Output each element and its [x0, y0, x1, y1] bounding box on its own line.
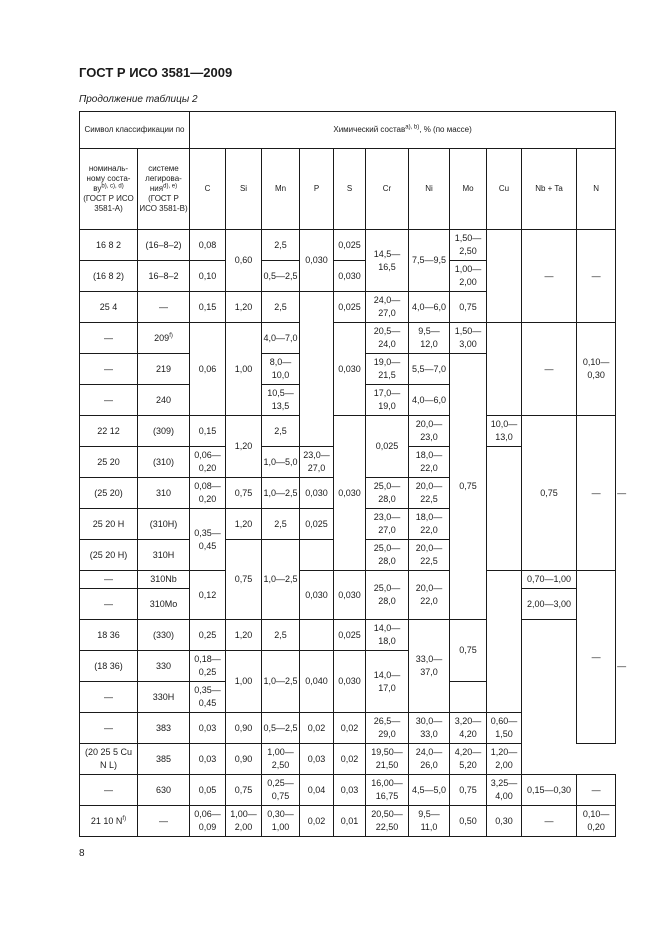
cell-ni: 20,0—22,0 — [409, 571, 450, 620]
cell-mo: 1,50—3,00 — [450, 323, 487, 354]
cell-c: 0,03 — [190, 713, 226, 744]
cell-c: 0,06 — [190, 323, 226, 416]
table-row — [80, 806, 616, 837]
table-row: — 310Mo 2,00—3,00 — — [80, 589, 616, 620]
cell-mn: 2,5 — [262, 292, 300, 323]
cell-c: 0,15 — [190, 416, 226, 447]
cell-alloy: (310H) — [138, 509, 190, 540]
cell-s: 0,01 — [334, 806, 366, 837]
cell-nominal: 22 12 — [80, 416, 138, 447]
cell-nominal: (25 20) — [80, 478, 138, 509]
cell-cu: 1,20—2,00 — [487, 744, 522, 775]
cell-nominal: — — [80, 354, 138, 385]
cell-alloy: — — [138, 292, 190, 323]
col-header-cr: Cr — [366, 149, 409, 230]
cell-ni: 4,5—5,0 — [409, 775, 450, 806]
cell-nominal: 21 10 $N^{f)}$ — [80, 806, 138, 837]
cell-cu: 0,75 — [522, 416, 577, 571]
cell-mn: 0,25—0,75 — [262, 775, 300, 806]
cell-c: 0,25 — [190, 620, 226, 651]
cell-alloy: 385 — [138, 744, 190, 775]
cell-nominal: — — [80, 571, 138, 589]
table-row — [80, 744, 616, 775]
cell-mn: 1,00—2,50 — [262, 744, 300, 775]
cell-mo: 0,75 — [450, 354, 487, 620]
cell-p: 0,040 — [300, 651, 334, 713]
cell-mn: 2,5 — [262, 416, 300, 447]
cell-mn: 4,0—7,0 — [262, 323, 300, 354]
cell-mo — [450, 682, 487, 713]
col-header-s: S — [334, 149, 366, 230]
cell-cr: 20,5—24,0 — [366, 323, 409, 354]
nominal-composition-header: номиналь-ному соста-$ву^{b), c), d)}$ (ГОСТ Р ИСО 3581-А) — [80, 149, 138, 230]
cell-p: 0,02 — [300, 806, 334, 837]
cell-mn: 1,0—2,5 — [262, 540, 300, 620]
cell-alloy: 330H — [138, 682, 190, 713]
cell-ni: 4,0—6,0 — [409, 385, 450, 416]
cell-si: 0,60 — [226, 230, 262, 292]
col-header-p: P — [300, 149, 334, 230]
cell-si: 1,20 — [226, 292, 262, 323]
cell-mn: 2,5 — [262, 230, 300, 261]
col-header-ni: Ni — [409, 149, 450, 230]
cell-mn: 2,5 — [262, 620, 300, 651]
cell-si: 0,90 — [226, 713, 262, 744]
cell-n: 0,10—0,30 — [577, 323, 616, 416]
cell-alloy: (309) — [138, 416, 190, 447]
cell-si: 1,20 — [226, 620, 262, 651]
cell-ni: 30,0—33,0 — [409, 713, 450, 744]
cell-nominal: 18 36 — [80, 620, 138, 651]
cell-nominal: 25 4 — [80, 292, 138, 323]
cell-p: 0,030 — [300, 230, 334, 292]
cell-alloy: 383 — [138, 713, 190, 744]
cell-ni: 18,0—22,0 — [409, 509, 450, 540]
table-caption: Продолжение таблицы 2 — [79, 94, 198, 105]
cell-nominal: (25 20 H) — [80, 540, 138, 571]
cell-nominal: 25 20 H — [80, 509, 138, 540]
col-header-mo: Mo — [450, 149, 487, 230]
cell-c: 0,15 — [190, 292, 226, 323]
cell-c: 0,12 — [190, 571, 226, 620]
cell-cr: 24,0—27,0 — [366, 292, 409, 323]
cell-c: 0,06—0,09 — [190, 806, 226, 837]
cell-p: 0,030 — [300, 571, 334, 620]
cell-mo: 3,20—4,20 — [450, 713, 487, 744]
cell-nominal: — — [80, 775, 138, 806]
col-header-c: C — [190, 149, 226, 230]
cell-s: 0,030 — [300, 478, 334, 509]
cell-si: 1,20 — [226, 509, 262, 540]
cell-mn: 1,0—2,5 — [262, 478, 300, 509]
cell-mn: 8,0—10,0 — [262, 354, 300, 385]
cell-alloy: 310Nb — [138, 571, 190, 589]
cell-mo: 0,50 — [450, 806, 487, 837]
cell-ni: 4,0—6,0 — [409, 292, 450, 323]
cell-cu: 3,25—4,00 — [487, 775, 522, 806]
cell-nbta: — — [522, 323, 577, 416]
cell-nominal: — — [80, 589, 138, 620]
chemical-composition-table — [79, 111, 627, 837]
cell-cr: 25,0—28,0 — [366, 540, 409, 571]
cell-alloy: 209$^{f)}$ — [138, 323, 190, 354]
cell-mo: 0,75 — [450, 620, 487, 682]
cell-n: 0,10—0,20 — [577, 806, 616, 837]
cell-nominal: (16 8 2) — [80, 261, 138, 292]
cell-alloy: (330) — [138, 620, 190, 651]
cell-alloy: 219 — [138, 354, 190, 385]
cell-mn: 0,5—2,5 — [262, 713, 300, 744]
cell-p — [300, 292, 334, 447]
cell-cu: 0,60—1,50 — [487, 713, 522, 744]
cell-ni: 5,5—7,0 — [409, 354, 450, 385]
cell-c: 0,05 — [190, 775, 226, 806]
cell-mn: 1,0—5,0 — [262, 447, 300, 478]
cell-c: 0,08 — [190, 230, 226, 261]
cell-n: — — [577, 571, 616, 744]
cell-mn: 0,5—2,5 — [262, 261, 300, 292]
cell-alloy: 330 — [138, 651, 190, 682]
cell-c: 0,08—0,20 — [190, 478, 226, 509]
cell-cu: 0,30 — [487, 806, 522, 837]
cell-alloy: 240 — [138, 385, 190, 416]
cell-cr: 20,50—22,50 — [366, 806, 409, 837]
cell-c: 0,06—0,20 — [190, 447, 226, 478]
classification-header: Символ классификации по — [80, 112, 190, 149]
cell-p — [300, 620, 334, 651]
col-header-n: N — [577, 149, 616, 230]
cell-alloy: 16–8–2 — [138, 261, 190, 292]
cell-si: 0,75 — [226, 540, 262, 620]
alloy-system-header: системе легирова-ния$^{d), e)}$ (ГОСТ Р ИСО 3581-B) — [138, 149, 190, 230]
col-header-cu: Cu — [487, 149, 522, 230]
cell-ni: 20,0—22,5 — [409, 478, 450, 509]
cell-cr: 14,0—18,0 — [366, 620, 409, 651]
cell-si: 1,00 — [226, 323, 262, 416]
cell-cr: 20,0—23,0 — [409, 416, 450, 447]
cell-cr: 26,5—29,0 — [366, 713, 409, 744]
cell-c: 0,35—0,45 — [190, 509, 226, 571]
cell-cr: 17,0—19,0 — [366, 385, 409, 416]
cell-s: 0,025 — [334, 620, 366, 651]
cell-alloy: 630 — [138, 775, 190, 806]
cell-alloy: (310) — [138, 447, 190, 478]
col-header-nbta: Nb + Ta — [522, 149, 577, 230]
cell-alloy: 310 — [138, 478, 190, 509]
cell-c: 0,03 — [190, 744, 226, 775]
col-header-si: Si — [226, 149, 262, 230]
page-number: 8 — [79, 848, 85, 859]
cell-p: 0,030 — [334, 416, 366, 571]
cell-s — [300, 540, 334, 571]
cell-alloy: (16–8–2) — [138, 230, 190, 261]
cell-cr: 23,0—27,0 — [366, 509, 409, 540]
cell-alloy: 310Mo — [138, 589, 190, 620]
cell-ni: 7,5—9,5 — [409, 230, 450, 292]
cell-c: 0,18—0,25 — [190, 651, 226, 682]
cell-c: 0,10 — [190, 261, 226, 292]
page-title: ГОСТ Р ИСО 3581—2009 — [79, 65, 233, 80]
table-row — [80, 620, 616, 651]
cell-nominal: — — [80, 323, 138, 354]
cell-cr: 14,0—17,0 — [366, 651, 409, 713]
cell-nbta: — — [522, 806, 577, 837]
cell-s: 0,030 — [334, 261, 366, 292]
cell-s: 0,02 — [334, 713, 366, 744]
cell-cu — [487, 230, 522, 323]
cell-si: 1,00 — [226, 651, 262, 713]
cell-nominal: — — [80, 713, 138, 744]
cell-n: — — [577, 230, 616, 323]
cell-alloy: 310H — [138, 540, 190, 571]
cell-s: 0,025 — [300, 509, 334, 540]
cell-cu — [487, 323, 522, 416]
cell-mn: 1,0—2,5 — [262, 651, 300, 713]
cell-ni: 9,5—12,0 — [409, 323, 450, 354]
cell-nominal: (20 25 5 Cu N L) — [80, 744, 138, 775]
cell-nbta: 0,15—0,30 — [522, 775, 577, 806]
cell-mo: 0,75 — [450, 775, 487, 806]
cell-cr: 23,0—27,0 — [300, 447, 334, 478]
table-row — [80, 651, 616, 682]
cell-alloy: — — [138, 806, 190, 837]
table-row — [80, 775, 616, 806]
cell-cu — [487, 571, 522, 713]
cell-ni: 10,0—13,0 — [487, 416, 522, 447]
cell-si: 1,00—2,00 — [226, 806, 262, 837]
cell-nominal: — — [80, 385, 138, 416]
cell-s: 0,030 — [334, 651, 366, 713]
cell-ni: 18,0—22,0 — [409, 447, 450, 478]
table-row — [80, 230, 616, 261]
cell-nominal: 16 8 2 — [80, 230, 138, 261]
cell-mo: 0,75 — [450, 292, 487, 323]
cell-mn: 2,5 — [262, 509, 300, 540]
cell-cr: 19,50—21,50 — [366, 744, 409, 775]
table-row: 22 12 (309) 0,15 1,20 2,5 0,030 0,025 20,0—23,0 10,0—13,0 0,75 — — — [80, 416, 616, 447]
cell-n: — — [577, 775, 616, 806]
cell-s: 0,02 — [334, 744, 366, 775]
cell-c: 0,35—0,45 — [190, 682, 226, 713]
cell-cr: 25,0—28,0 — [366, 478, 409, 509]
cell-si: 0,75 — [226, 775, 262, 806]
cell-nbta: 0,70—1,00 — [522, 571, 577, 589]
cell-mo: 1,00—2,00 — [450, 261, 487, 292]
cell-nominal: — — [80, 682, 138, 713]
table-row — [80, 571, 616, 589]
cell-s: 0,03 — [334, 775, 366, 806]
cell-nbta: — — [522, 230, 577, 323]
cell-s: 0,030 — [334, 323, 366, 416]
cell-cr: 25,0—28,0 — [366, 571, 409, 620]
cell-mo: 1,50—2,50 — [450, 230, 487, 261]
chem-composition-header: Химический состав$^{a), b)}$, % (по массе) — [190, 112, 616, 149]
cell-ni: 33,0—37,0 — [409, 620, 450, 713]
cell-p: 0,03 — [300, 744, 334, 775]
cell-si: 0,90 — [226, 744, 262, 775]
cell-ni: 20,0—22,5 — [409, 540, 450, 571]
cell-s: 0,025 — [334, 230, 366, 261]
cell-s: 0,025 — [366, 416, 409, 478]
cell-s: 0,025 — [334, 292, 366, 323]
cell-si: 0,75 — [226, 478, 262, 509]
col-header-mn: Mn — [262, 149, 300, 230]
cell-mo: 2,00—3,00 — [522, 589, 577, 620]
cell-p: 0,04 — [300, 775, 334, 806]
cell-cr: 16,00—16,75 — [366, 775, 409, 806]
cell-nbta: — — [577, 416, 616, 571]
cell-mn: 0,30—1,00 — [262, 806, 300, 837]
cell-s: 0,030 — [334, 571, 366, 620]
cell-cr: 14,5—16,5 — [366, 230, 409, 292]
cell-cr: 19,0—21,5 — [366, 354, 409, 385]
cell-si: 1,20 — [226, 416, 262, 478]
cell-ni: 24,0—26,0 — [409, 744, 450, 775]
cell-nominal: (18 36) — [80, 651, 138, 682]
cell-ni: 9,5—11,0 — [409, 806, 450, 837]
cell-p: 0,02 — [300, 713, 334, 744]
cell-mo: 4,20—5,20 — [450, 744, 487, 775]
cell-mn: 10,5—13,5 — [262, 385, 300, 416]
table-row — [80, 713, 616, 744]
cell-nominal: 25 20 — [80, 447, 138, 478]
table-row — [80, 323, 616, 354]
